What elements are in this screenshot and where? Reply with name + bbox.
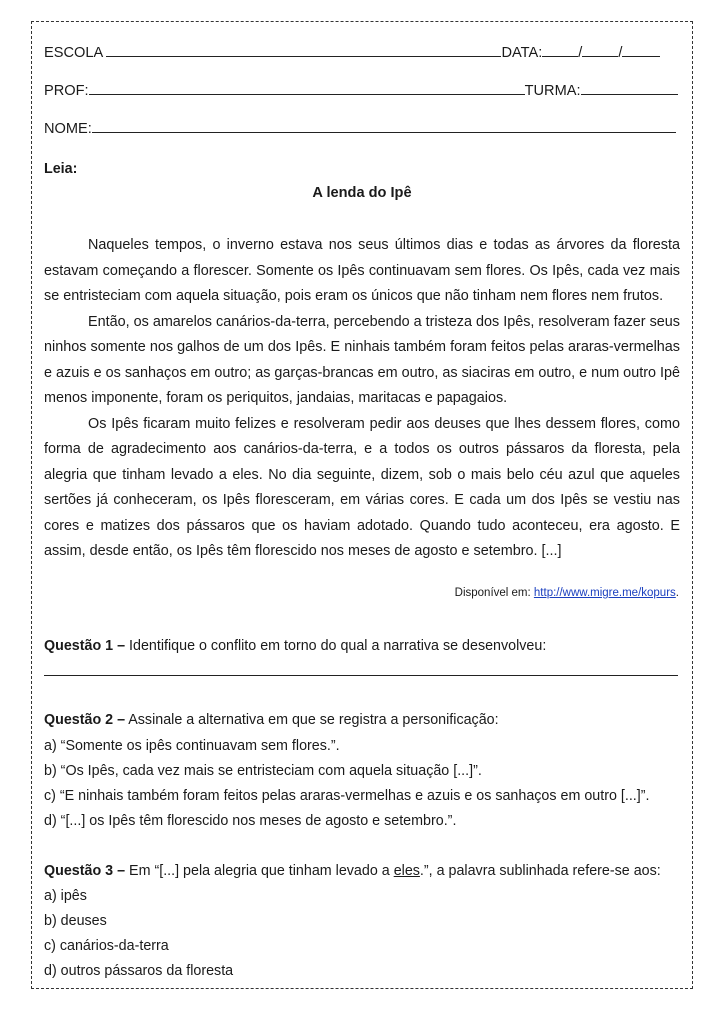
class-label: TURMA: (524, 83, 581, 99)
question-2-label: Questão 2 – (44, 712, 126, 728)
class-field[interactable] (581, 80, 678, 95)
source-end: . (675, 587, 679, 599)
question-3-label: Questão 3 – (44, 863, 126, 879)
teacher-line (44, 80, 678, 101)
reading-label: Leia: (44, 161, 78, 177)
question-2-text: Assinale a alternativa em que se registra a personificação: (128, 712, 499, 728)
school-line (44, 42, 660, 63)
question-2 (44, 710, 499, 730)
date-day-field[interactable] (542, 42, 578, 57)
question-3-text-after: .”, a palavra sublinhada refere-se aos: (419, 863, 661, 879)
question-2-option-d[interactable]: d) “[...] os Ipês têm florescido nos meses de agosto e setembro.”. (44, 813, 457, 829)
source-citation (455, 587, 679, 599)
date-label: DATA: (501, 45, 543, 61)
teacher-label: PROF: (44, 83, 89, 99)
story-text (44, 233, 680, 565)
date-slash-1: / (578, 45, 583, 61)
question-1-text: Identifique o conflito em torno do qual a narrativa se desenvolveu: (129, 638, 547, 654)
question-3-option-c[interactable]: c) canários-da-terra (44, 938, 169, 954)
question-3-text-before: Em “[...] pela alegria que tinham levado a (129, 863, 394, 879)
question-2-option-c[interactable]: c) “E ninhais também foram feitos pelas araras-vermelhas e azuis e os sanhaços em outro [...]”. (44, 788, 650, 804)
name-label: NOME: (44, 121, 92, 137)
school-label: ESCOLA (44, 45, 103, 61)
story-paragraph-2: Então, os amarelos canários-da-terra, percebendo a tristeza dos Ipês, resolveram fazer seus ninhos somente nos galhos de um dos Ipês. E ninhais também foram feitos pelas araras-vermelhas e azuis e os sanhaços em outro; as garças-brancas em outro, as siaciras em outro, e num outro Ipê menos imponente, foram os periquitos, jandaias, maritacas e papagaios. (44, 313, 680, 406)
source-link[interactable]: http://www.migre.me/kopurs (533, 587, 676, 599)
teacher-field[interactable] (89, 80, 525, 95)
question-3-option-d[interactable]: d) outros pássaros da floresta (44, 963, 234, 979)
story-paragraph-3: Os Ipês ficaram muito felizes e resolveram pedir aos deuses que lhes dessem flores, como forma de agradecimento aos canários-da-terra, e a todos os outros pássaros da floresta, pela alegria que tinham levado a eles. No dia seguinte, dizem, sob o mais belo céu azul que aqueles sertões já conheceram, os Ipês floresceram, em várias cores. E cada um dos Ipês se vestiu nas cores e matizes dos pássaros que os haviam adotado. Quando tudo aconteceu, era agosto. E assim, desde então, os Ipês têm florescido nos meses de agosto e setembro. [...] (44, 415, 680, 559)
question-1-label: Questão 1 – (44, 638, 126, 654)
question-3 (44, 861, 661, 881)
question-2-option-a[interactable]: a) “Somente os ipês continuavam sem flores.”. (44, 738, 340, 754)
question-2-option-b[interactable]: b) “Os Ipês, cada vez mais se entristeciam com aquela situação [...]”. (44, 763, 482, 779)
school-field[interactable] (106, 42, 501, 57)
date-slash-2: / (618, 45, 623, 61)
date-month-field[interactable] (582, 42, 618, 57)
story-paragraph-1: Naqueles tempos, o inverno estava nos seus últimos dias e todas as árvores da floresta estavam começando a florescer. Somente os Ipês continuavam sem flores. Os Ipês, cada vez mais se entristeciam com aquela situação, pois eram os únicos que não tinham nem flores nem frutos. (44, 237, 680, 304)
date-year-field[interactable] (622, 42, 660, 57)
question-3-option-a[interactable]: a) ipês (44, 888, 87, 904)
name-line (44, 118, 676, 139)
source-label: Disponível em: (454, 587, 534, 599)
answer-line-1[interactable] (44, 675, 678, 676)
question-3-underlined-word: eles (393, 863, 420, 879)
text-title: A lenda do Ipê (312, 185, 412, 201)
question-1 (44, 636, 546, 656)
name-field[interactable] (92, 118, 676, 133)
question-3-option-b[interactable]: b) deuses (44, 913, 107, 929)
